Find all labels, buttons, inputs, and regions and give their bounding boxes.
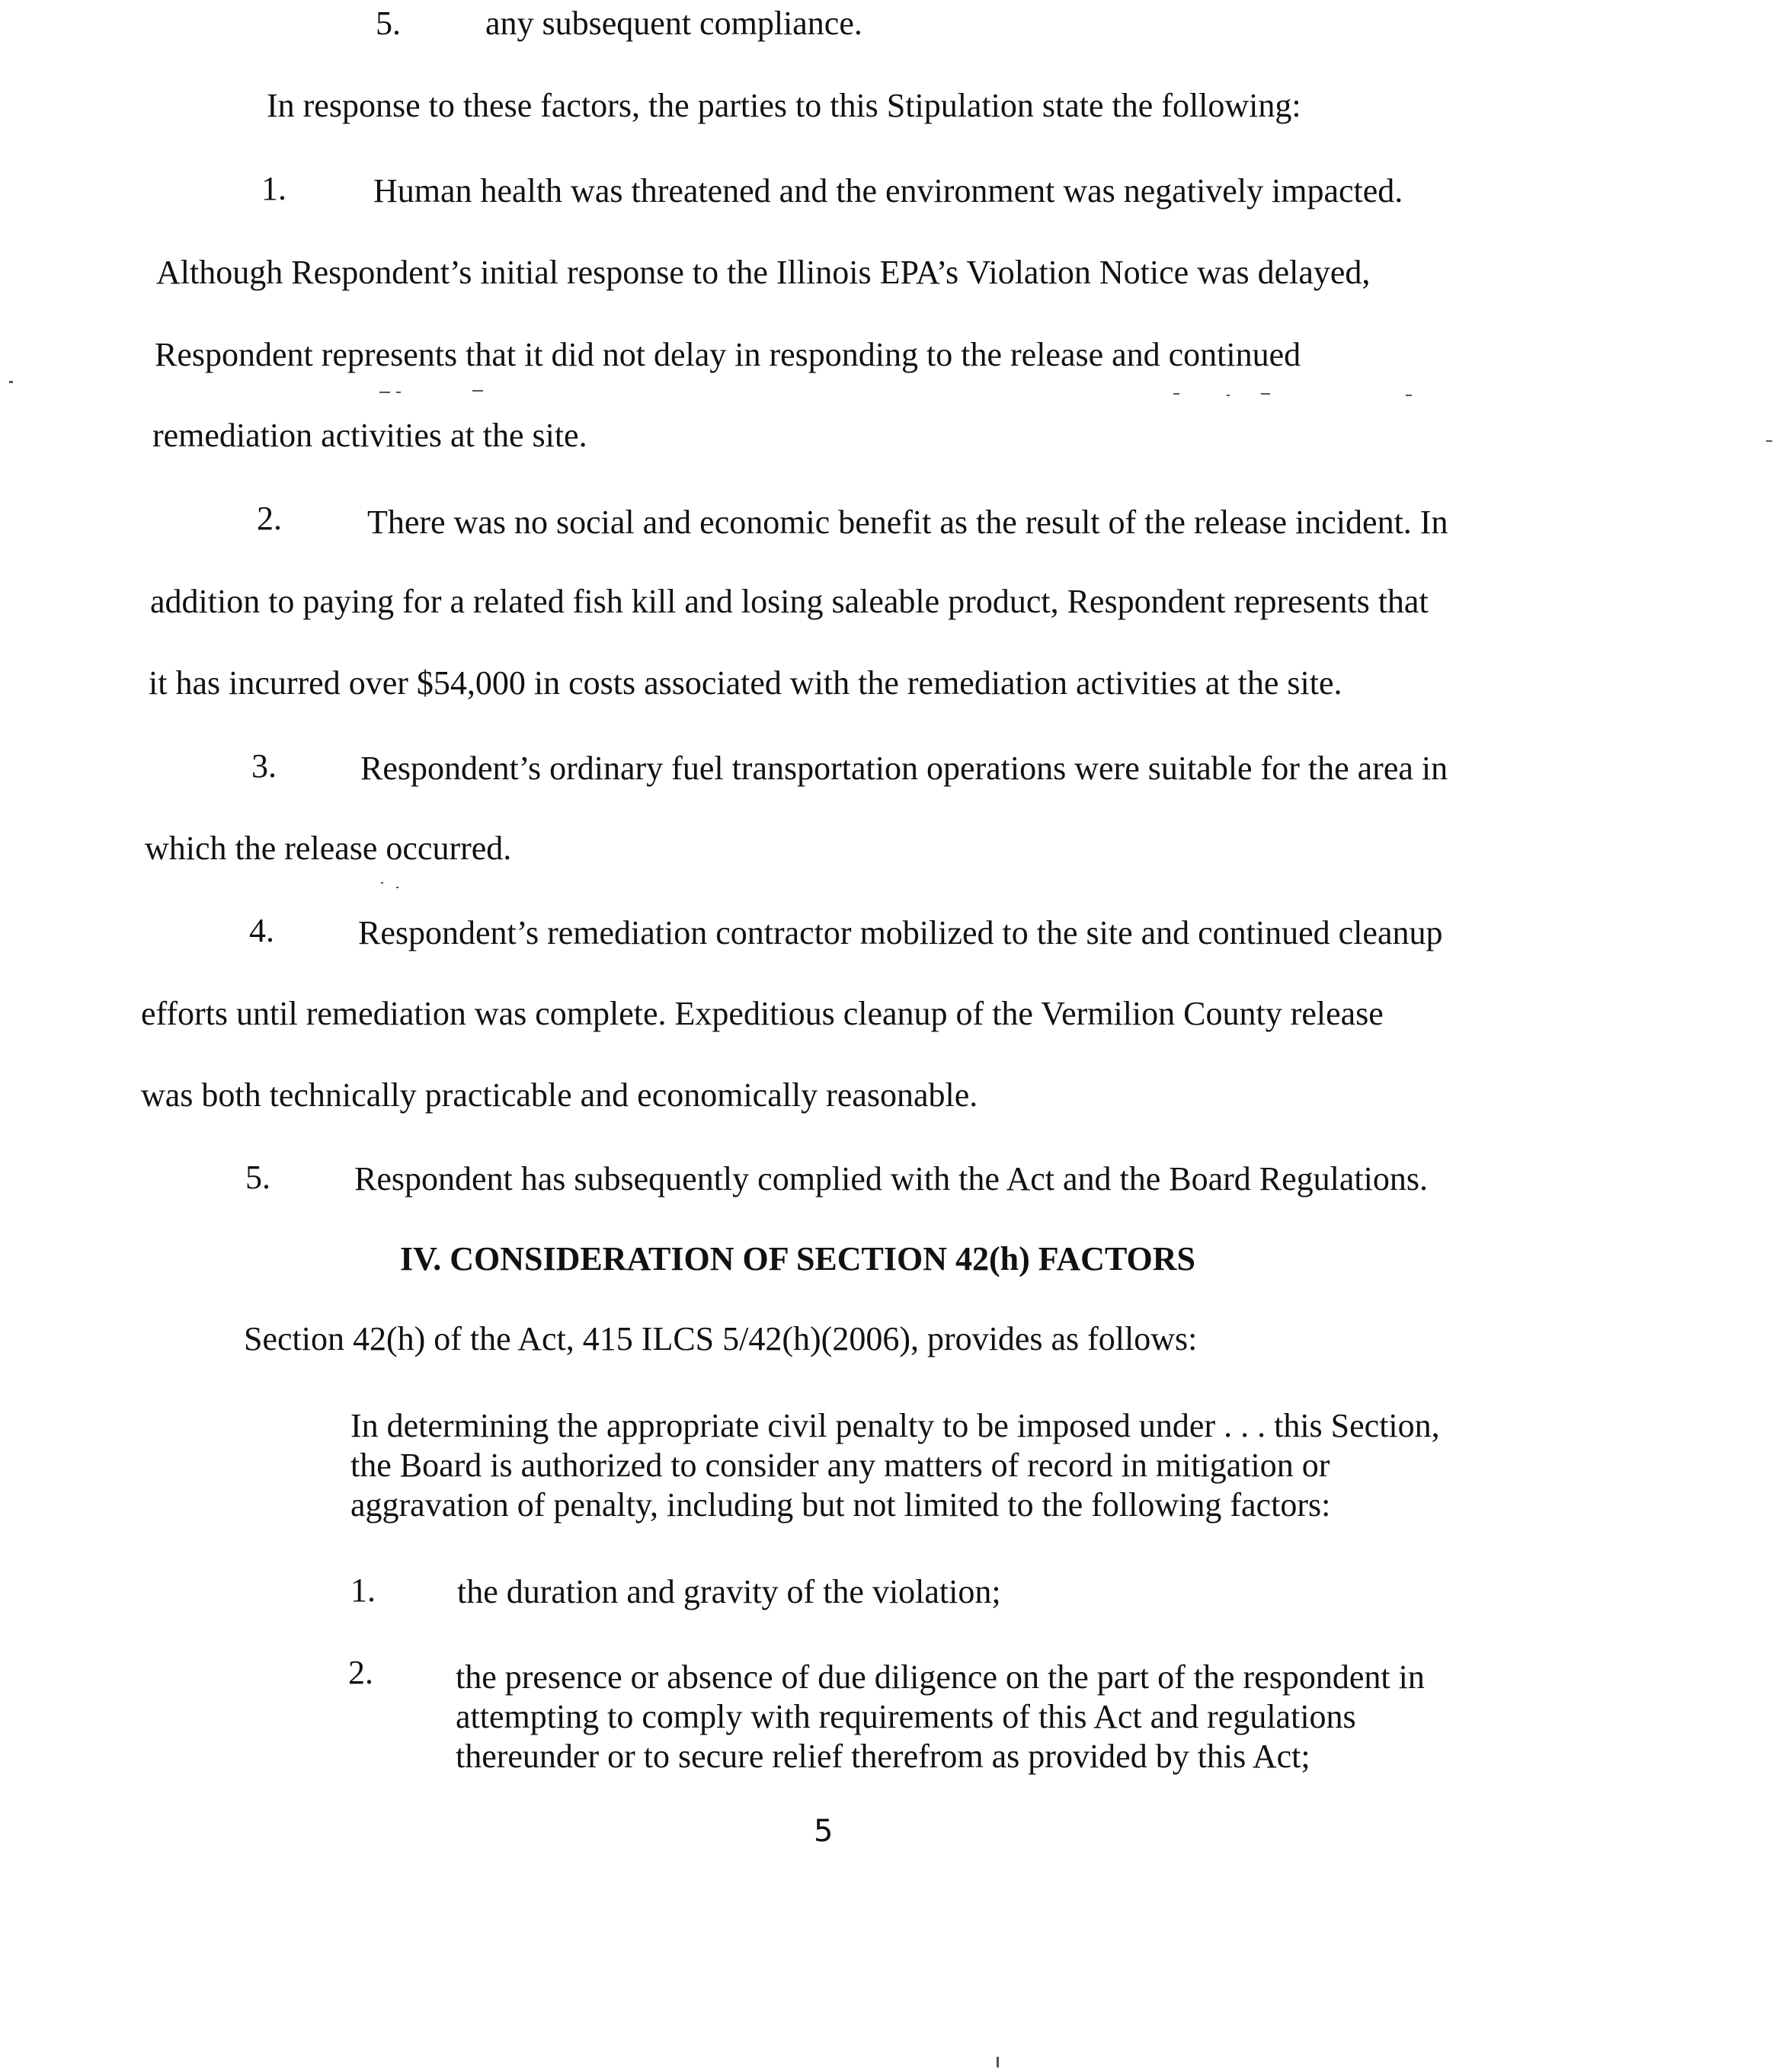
factor-2-line-3: thereunder or to secure relief therefrom as provided by this Act;: [456, 1738, 1310, 1775]
response-1-line-2: Although Respondent’s initial response to the Illinois EPA’s Violation Notice was delayed,: [156, 254, 1371, 291]
scan-mark: [1227, 395, 1230, 396]
response-5-line-1: Respondent has subsequently complied with the Act and the Board Regulations.: [354, 1160, 1428, 1197]
scan-mark: [381, 882, 383, 884]
block-quote-line-1: In determining the appropriate civil penalty to be imposed under . . . this Section,: [350, 1407, 1440, 1444]
block-quote-line-3: aggravation of penalty, including but not limited to the following factors:: [350, 1486, 1331, 1524]
response-2-line-1: There was no social and economic benefit as the result of the release incident. In: [367, 504, 1448, 541]
top-item-number: 5.: [376, 5, 401, 42]
response-4-line-1: Respondent’s remediation contractor mobilized to the site and continued cleanup: [358, 914, 1443, 951]
scan-mark: [9, 381, 13, 383]
response-3-line-1: Respondent’s ordinary fuel transportation operations were suitable for the area in: [360, 750, 1448, 787]
scan-mark: [997, 2057, 999, 2067]
intro-sentence: In response to these factors, the parties to this Stipulation state the following:: [267, 87, 1301, 124]
response-3-number: 3.: [251, 747, 277, 785]
response-2-number: 2.: [257, 500, 282, 537]
response-1-line-4: remediation activities at the site.: [152, 417, 587, 454]
response-1-line-1: Human health was threatened and the environment was negatively impacted.: [373, 172, 1403, 209]
section-intro: Section 42(h) of the Act, 415 ILCS 5/42(h)(2006), provides as follows:: [244, 1320, 1198, 1357]
scan-mark: [1766, 440, 1772, 442]
top-item-text: any subsequent compliance.: [485, 5, 862, 42]
factor-2-line-1: the presence or absence of due diligence on the part of the respondent in: [456, 1658, 1425, 1696]
response-4-line-3: was both technically practicable and economically reasonable.: [141, 1076, 978, 1114]
scan-mark: [396, 392, 401, 393]
scan-mark: [1173, 393, 1179, 395]
scan-mark: [396, 887, 398, 888]
factor-2-number: 2.: [348, 1654, 373, 1691]
scan-mark: [379, 392, 390, 393]
response-1-number: 1.: [261, 170, 286, 207]
response-4-line-2: efforts until remediation was complete. Expeditious cleanup of the Vermilion County release: [141, 995, 1384, 1032]
scan-mark: [472, 390, 483, 392]
page-number: 5: [814, 1814, 834, 1849]
scan-mark: [1261, 393, 1270, 395]
factor-2-line-2: attempting to comply with requirements of this Act and regulations: [456, 1698, 1356, 1735]
response-4-number: 4.: [249, 912, 274, 949]
factor-1-number: 1.: [350, 1572, 376, 1609]
factor-1-line-1: the duration and gravity of the violation;: [457, 1573, 1001, 1610]
block-quote-line-2: the Board is authorized to consider any matters of record in mitigation or: [350, 1447, 1330, 1484]
response-2-line-2: addition to paying for a related fish kill and losing saleable product, Respondent represents that: [150, 583, 1429, 620]
response-2-line-3: it has incurred over $54,000 in costs associated with the remediation activities at the site.: [149, 664, 1342, 702]
response-3-line-2: which the release occurred.: [145, 830, 512, 867]
scan-mark: [1406, 395, 1412, 396]
section-heading: IV. CONSIDERATION OF SECTION 42(h) FACTORS: [400, 1240, 1195, 1277]
response-5-number: 5.: [245, 1159, 270, 1196]
response-1-line-3: Respondent represents that it did not delay in responding to the release and continued: [155, 336, 1301, 373]
